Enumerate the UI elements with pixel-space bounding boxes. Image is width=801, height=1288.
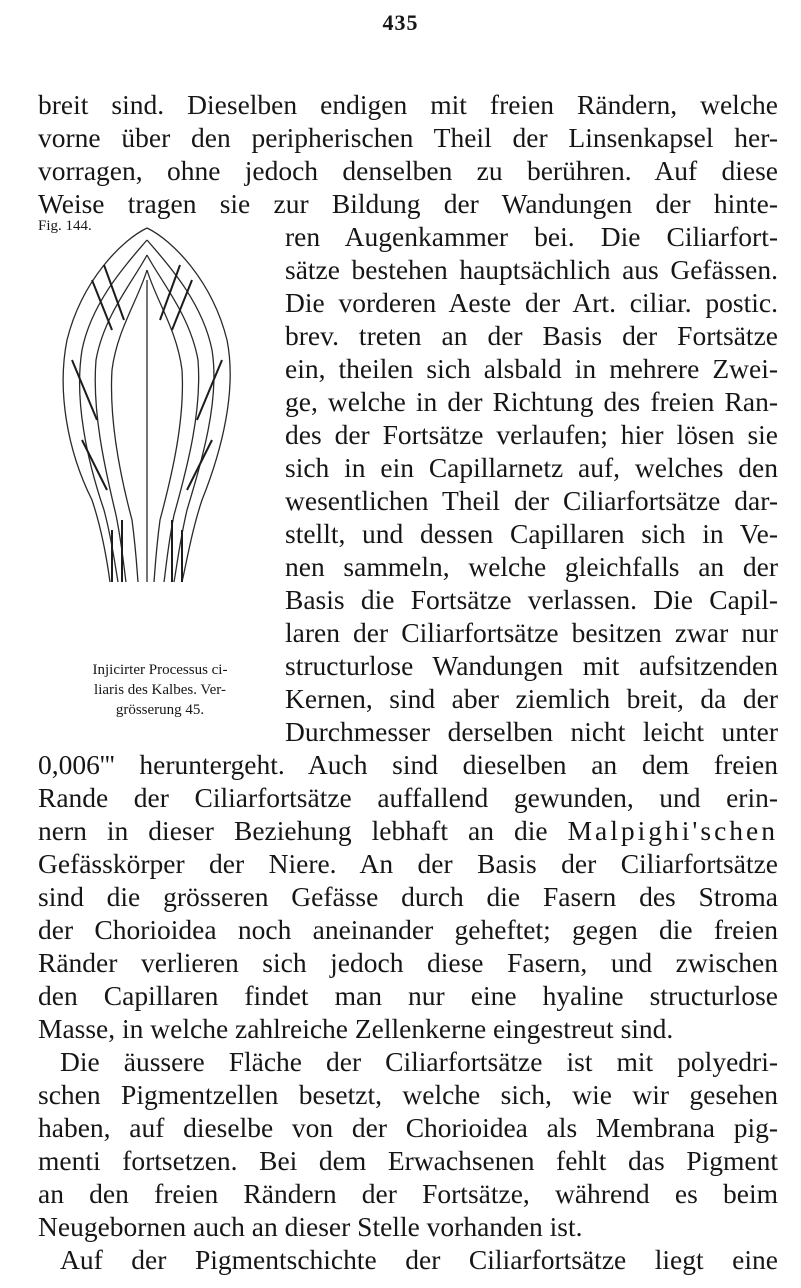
text-line: sätze bestehen hauptsächlich aus Gefässen. bbox=[285, 254, 778, 285]
page-number: 435 bbox=[382, 10, 419, 35]
figure-label: Fig. 144. bbox=[38, 218, 92, 234]
text-line: vorne über den peripherischen Theil der Linsenkapsel her- bbox=[38, 122, 778, 153]
text-line: wesentlichen Theil der Ciliarfortsätze dar- bbox=[285, 485, 778, 516]
text-line: ge, welche in der Richtung des freien Ran- bbox=[285, 386, 778, 417]
text-line: structurlose Wandungen mit aufsitzenden bbox=[285, 650, 778, 681]
ciliary-process-figure bbox=[52, 220, 242, 590]
text-line: Die vorderen Aeste der Art. ciliar. postic. bbox=[285, 287, 778, 318]
text-line: laren der Ciliarfortsätze besitzen zwar nur bbox=[285, 617, 778, 648]
figure-caption-line: Injicirter Processus ci- bbox=[92, 662, 228, 678]
text-line: sich in ein Capillarnetz auf, welches den bbox=[285, 452, 778, 483]
text-line: brev. treten an der Basis der Fortsätze bbox=[285, 320, 778, 351]
figure-caption-line: liaris des Kalbes. Ver- bbox=[94, 682, 226, 698]
text-line: Die äussere Fläche der Ciliarfortsätze ist mit polyedri- bbox=[60, 1046, 778, 1077]
text-line: menti fortsetzen. Bei dem Erwachsenen fehlt das Pigment bbox=[38, 1145, 778, 1176]
text-line bbox=[38, 814, 778, 847]
spaced-name: Malpighi'schen bbox=[567, 815, 778, 846]
text-line: 0,006''' heruntergeht. Auch sind dieselben an dem freien bbox=[38, 749, 778, 780]
text-segment: nern in dieser Beziehung lebhaft an die bbox=[38, 815, 568, 846]
text-line: des der Fortsätze verlaufen; hier lösen sie bbox=[285, 419, 778, 450]
text-line: schen Pigmentzellen besetzt, welche sich, wie wir gesehen bbox=[38, 1079, 778, 1110]
text-line: an den freien Rändern der Fortsätze, während es beim bbox=[38, 1178, 778, 1209]
text-line: nen sammeln, welche gleichfalls an der bbox=[285, 551, 778, 582]
figure-caption-line: grösserung 45. bbox=[115, 702, 205, 718]
text-line: ren Augenkammer bei. Die Ciliarfort- bbox=[285, 221, 778, 252]
text-line: der Chorioidea noch aneinander geheftet; gegen die freien bbox=[38, 914, 778, 945]
text-line: Gefässkörper der Niere. An der Basis der Ciliarfortsätze bbox=[38, 848, 778, 879]
text-line: Kernen, sind aber ziemlich breit, da der bbox=[285, 683, 778, 714]
text-line: Masse, in welche zahlreiche Zellenkerne eingestreut sind. bbox=[38, 1013, 674, 1044]
text-line: Basis die Fortsätze verlassen. Die Capil- bbox=[285, 584, 778, 615]
text-line: Ränder verlieren sich jedoch diese Fasern, und zwischen bbox=[38, 947, 778, 978]
text-line: Neugebornen auch an dieser Stelle vorhanden ist. bbox=[38, 1211, 583, 1242]
text-line: Durchmesser derselben nicht leicht unter bbox=[285, 716, 778, 747]
text-line: vorragen, ohne jedoch denselben zu berühren. Auf diese bbox=[38, 155, 778, 186]
text-line: stellt, und dessen Capillaren sich in Ve- bbox=[285, 518, 778, 549]
text-line: haben, auf dieselbe von der Chorioidea als Membrana pig- bbox=[38, 1112, 778, 1143]
text-line: breit sind. Dieselben endigen mit freien Rändern, welche bbox=[38, 89, 778, 120]
text-line: Rande der Ciliarfortsätze auffallend gewunden, und erin- bbox=[38, 782, 778, 813]
text-line: Weise tragen sie zur Bildung der Wandungen der hinte- bbox=[38, 188, 778, 219]
text-line: den Capillaren findet man nur eine hyaline structurlose bbox=[38, 980, 778, 1011]
text-line: Auf der Pigmentschichte der Ciliarfortsätze liegt eine bbox=[60, 1244, 778, 1275]
text-line: sind die grösseren Gefässe durch die Fasern des Stroma bbox=[38, 881, 778, 912]
text-line: ein, theilen sich alsbald in mehrere Zwei- bbox=[285, 353, 778, 384]
